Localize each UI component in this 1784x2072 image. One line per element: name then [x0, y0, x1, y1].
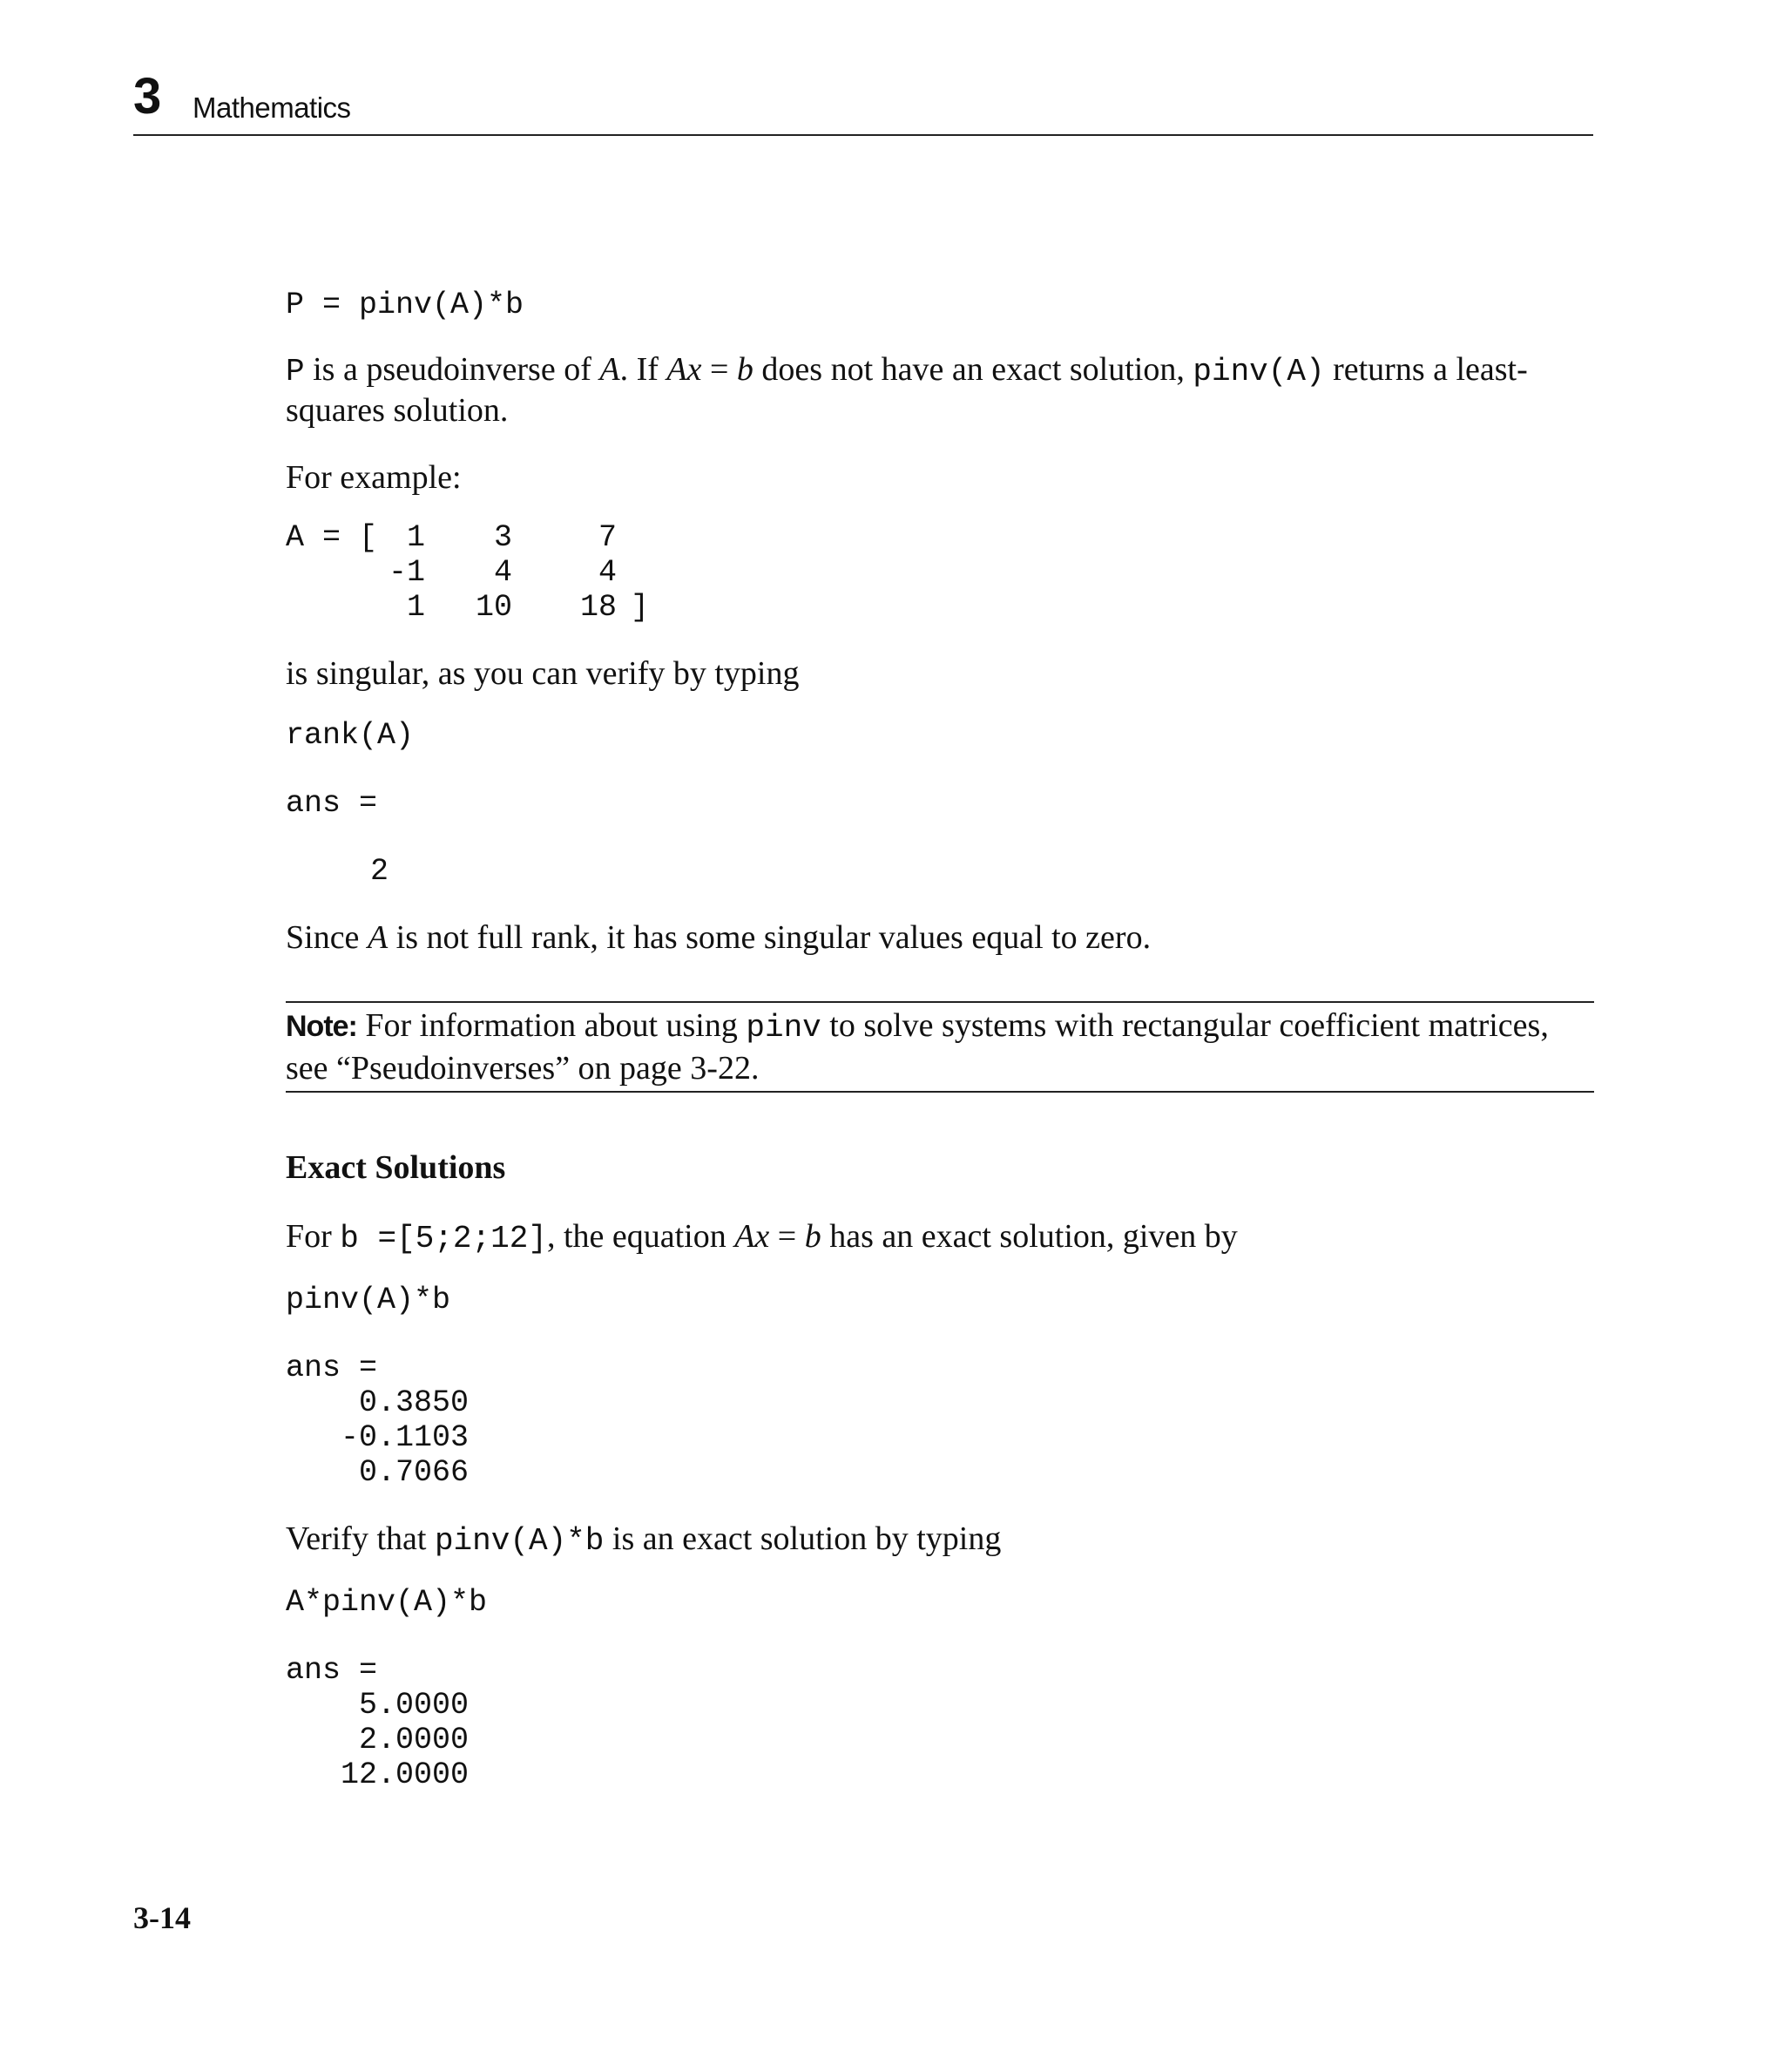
matrix-cell: 10 [475, 590, 512, 625]
code-apinvb: A*pinv(A)*b [286, 1585, 488, 1620]
result-value: 0.3850 [286, 1385, 470, 1420]
singular-text: is singular, as you can verify by typing [286, 655, 800, 692]
result-value: 12.0000 [286, 1757, 470, 1792]
matrix-a [286, 520, 1592, 625]
ans-label: ans = [286, 786, 378, 821]
code-pinv: P = pinv(A)*b [286, 288, 524, 322]
matrix-cell: -1 [388, 555, 425, 590]
exact-solution-text: For b =[5;2;12], the equation Ax = b has an exact solution, given by [286, 1218, 1238, 1256]
chapter-title: Mathematics [193, 91, 351, 124]
matrix-cell: 1 [406, 590, 425, 625]
matrix-cell: 4 [493, 555, 512, 590]
note-label: Note: [286, 1010, 357, 1043]
full-rank-text: Since A is not full rank, it has some singular values equal to zero. [286, 919, 1152, 956]
code-pinvb: pinv(A)*b [286, 1283, 451, 1317]
result-value: 0.7066 [286, 1455, 470, 1490]
rank-value: 2 [370, 854, 389, 889]
result-value: -0.1103 [286, 1420, 470, 1455]
ans-label: ans = [286, 1653, 378, 1688]
matrix-close: ] [631, 590, 650, 625]
paragraph-pseudoinverse: P is a pseudoinverse of A. If Ax = b does not have an exact solution, pinv(A) returns a least-squares solution. [286, 351, 1528, 429]
running-header [133, 68, 1593, 136]
chapter-number: 3 [133, 68, 162, 125]
page-body [286, 288, 1592, 1792]
result-block-1 [286, 1351, 1592, 1490]
result-block-2 [286, 1653, 1592, 1792]
matrix-cell: 3 [493, 520, 512, 555]
matrix-prefix: A = [ [286, 520, 378, 555]
ans-label: ans = [286, 1351, 378, 1385]
for-example-text: For example: [286, 459, 462, 496]
section-title: Exact Solutions [286, 1149, 506, 1186]
result-value: 2.0000 [286, 1723, 470, 1757]
note-box [286, 1001, 1594, 1093]
page-number: 3-14 [133, 1900, 191, 1935]
code-rank: rank(A) [286, 718, 415, 753]
note-text: Note: For information about using pinv to solve systems with rectangular coefficient matrices, see “Pseudoinverses” on page 3-22. [286, 1007, 1549, 1087]
matrix-cell: 4 [598, 555, 617, 590]
matrix-cell: 1 [406, 520, 425, 555]
matrix-cell: 18 [579, 590, 617, 625]
verify-text: Verify that pinv(A)*b is an exact solution by typing [286, 1520, 1002, 1559]
matrix-cell: 7 [598, 520, 617, 555]
result-value: 5.0000 [286, 1688, 470, 1723]
